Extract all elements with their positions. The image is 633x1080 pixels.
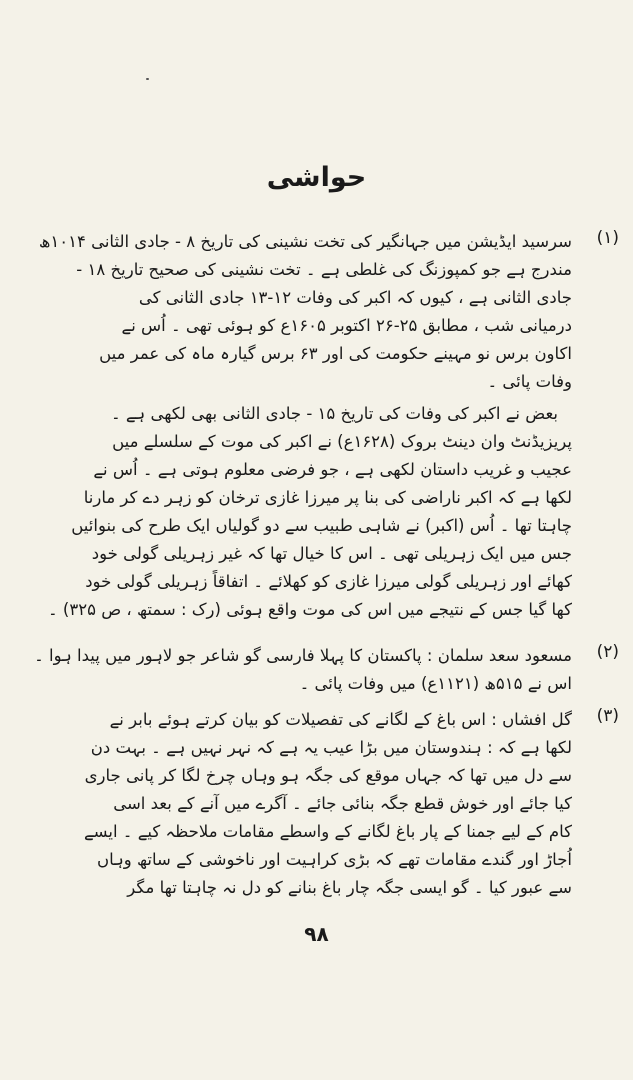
note-3-line: کیا جائے اور خوش قطع جگہ بنائی جائے ۔ آگرے میں آنے کے بعد اسی <box>113 794 572 813</box>
note-1-line: کھا گیا جس کے نتیجے میں اس کی موت واقع ہوئی (رک : سمتھ ، ص ۳۲۵) ۔ <box>48 600 572 619</box>
note-3-line: سے عبور کیا ۔ گو ایسی جگہ چار باغ بنانے کو دل نہ چاہتا تھا مگر <box>127 878 572 897</box>
note-number-1: (۱) <box>596 228 619 248</box>
note-1-line: وفات پائی ۔ <box>487 372 572 391</box>
note-3-line: اُجاڑ اور گندے مقامات تھے کہ بڑی کراہیت اور ناخوشی کے ساتھ وہاں <box>96 850 572 869</box>
page-title: حواشی <box>266 162 367 193</box>
note-1-line: پریزیڈنٹ وان دینٹ بروک (۱۶۲۸ع) نے اکبر کی موت کے سلسلے میں <box>112 432 572 451</box>
note-1-line: کھائے اور زہریلی گولی میرزا غازی کو کھلائے ۔ اتفاقاً زہریلی گولی خود <box>85 572 572 591</box>
note-number-2: (۲) <box>596 642 619 662</box>
note-number-3: (۳) <box>596 706 619 726</box>
note-1-line: بعض نے اکبر کی وفات کی تاریخ ۱۵ - جادی الثانی بھی لکھی ہے ۔ <box>110 404 558 423</box>
note-1-line: درمیانی شب ، مطابق ۲۵-۲۶ اکتوبر ۱۶۰۵ع کو ہوئی تھی ۔ اُس نے <box>121 316 572 335</box>
note-2-line: اس نے ۵۱۵ھ (۱۱۲۱ع) میں وفات پائی ۔ <box>299 674 572 693</box>
note-2-line: مسعود سعد سلمان : پاکستان کا پہلا فارسی گو شاعر جو لاہور میں پیدا ہوا ۔ <box>34 646 572 665</box>
note-3-line: لکھا ہے کہ : ہندوستان میں بڑا عیب یہ ہے کہ نہر نہیں ہے ۔ بہت دن <box>90 738 572 757</box>
note-3-line: گل افشاں : اس باغ کے لگانے کی تفصیلات کو بیان کرتے ہوئے بابر نے <box>109 710 572 729</box>
note-1-line: مندرج ہے جو کمپوزنگ کی غلطی ہے ۔ تخت نشینی کی صحیح تاریخ ۱۸ - <box>76 260 572 279</box>
note-3-line: سے دل میں تھا کہ جہاں موقع کی جگہ ہو وہاں چرخ لگا کر پانی جاری <box>84 766 572 785</box>
note-1-line: چاہتا تھا ۔ اُس (اکبر) نے شاہی طبیب سے دو گولیاں ایک طرح کی بنوائیں <box>71 516 572 535</box>
note-3-line: کام کے لیے جمنا کے پار باغ لگانے کے واسطے مقامات ملاحظہ کیے ۔ ایسے <box>83 822 572 841</box>
note-1-line: اکاون برس نو مہینے حکومت کی اور ۶۳ برس گیارہ ماہ کی عمر میں <box>99 344 572 363</box>
ink-speck <box>146 78 149 80</box>
note-1-line: سرسید ایڈیشن میں جہانگیر کی تخت نشینی کی تاریخ ۸ - جادی الثانی ۱۰۱۴ھ <box>38 232 572 251</box>
note-1-line: عجیب و غریب داستان لکھی ہے ، جو فرضی معلوم ہوتی ہے ۔ اُس نے <box>93 460 572 479</box>
page-number: ۹۸ <box>304 922 329 946</box>
note-1-line: لکھا ہے کہ اکبر ناراضی کی بنا پر میرزا غازی ترخان کو زہر دے کر مارنا <box>83 488 572 507</box>
note-1-line: جادی الثانی ہے ، کیوں کہ اکبر کی وفات ۱۲-۱۳ جادی الثانی کی <box>138 288 572 307</box>
note-1-line: جس میں ایک زہریلی تھی ۔ اس کا خیال تھا کہ غیر زہریلی گولی خود <box>91 544 572 563</box>
